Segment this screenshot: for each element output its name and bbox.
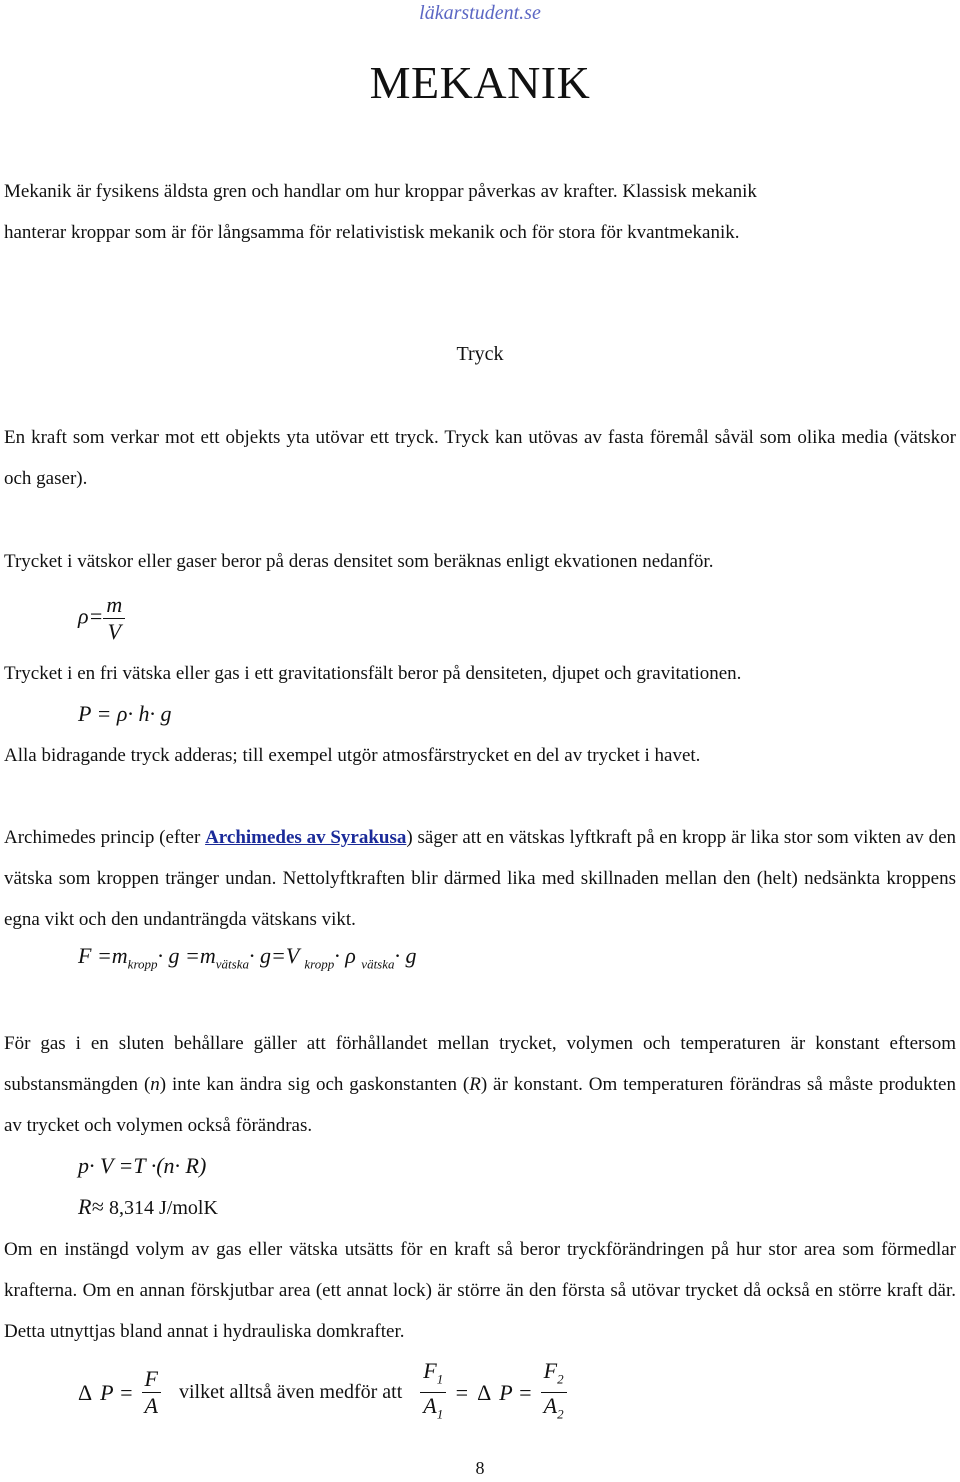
symbol-n: n: [150, 1074, 160, 1095]
equation-hydraulic: Δ P = $\frac{F}{A}$ vilket alltså även medför att $\frac{F_1}{A_1}$ = Δ P = $\frac{F_2}{A_2}$: [78, 1358, 567, 1428]
archimedes-link[interactable]: Archimedes av Syrakusa: [205, 827, 407, 848]
archimedes-text-before: Archimedes princip (efter: [4, 827, 206, 848]
paragraph-hydraulics: Om en instängd volym av gas eller vätska utsätts för en kraft så beror tryckförändringen på hur stor area som förmedlar krafterna. Om en annan förskjutbar area (ett annat lock) är större än den första så utövar trycket då också en större kraft där. Detta utnyttjas bland annat i hydrauliska domkrafter.: [4, 1239, 956, 1342]
paragraph-additive: [4, 735, 956, 776]
equation-ideal-gas: p· V =T ·(n· R): [78, 1153, 207, 1178]
section-heading: Tryck: [456, 343, 504, 365]
equation-gas-constant: R≈ 8,314 J/molK: [78, 1194, 218, 1219]
page-title: MEKANIK: [369, 57, 591, 108]
equation-hydrostatic-pressure: P = ρ· h· g: [78, 701, 172, 726]
site-header[interactable]: läkarstudent.se: [419, 2, 541, 24]
hydraulic-text: vilket alltså även medför att: [179, 1381, 403, 1404]
gas-law-text-c: ) är konstant. Om temperaturen förändras så måste produkten av trycket och volymen också förändras.: [4, 1074, 956, 1136]
intro-paragraph: [4, 171, 956, 253]
intro-line-1: Mekanik är fysikens äldsta gren och handlar om hur kroppar påverkas av krafter. Klassisk mekanik: [4, 181, 757, 202]
symbol-R: R: [469, 1074, 481, 1095]
equation-buoyancy: $F =m_{kropp}\cdot g =m_{vätska}\cdot g=V$ $_{kropp}$· ρ $_{vätska}$· g: [78, 943, 417, 972]
paragraph-gas-law: [4, 1023, 956, 1146]
archimedes-text-after: ) säger att en vätskas lyftkraft på en kropp är lika stor som vikten av den vätska som kroppen tränger undan. Nettolyftkraften blir därmed lika med skillnaden mellan den (helt) nedsänkta kroppens egna vikt och den undanträngda vätskans vikt.: [4, 827, 957, 930]
paragraph-pressure-definition: En kraft som verkar mot ett objekts yta utövar ett tryck. Tryck kan utövas av fasta föremål såväl som olika media (vätskor och gaser).: [4, 427, 956, 489]
intro-line-2: hanterar kroppar som är för långsamma för relativistisk mekanik och för stora för kvantmekanik.: [4, 222, 740, 243]
page-number: 8: [475, 1458, 485, 1478]
gas-law-text-a: För gas i en sluten behållare gäller att förhållandet mellan trycket, volymen och temperaturen är konstant eftersom substansmängden (: [4, 1033, 956, 1095]
paragraph-archimedes: [4, 817, 956, 940]
gas-law-text-b: ) inte kan ändra sig och gaskonstanten (: [159, 1074, 470, 1095]
additive-text: Alla bidragande tryck adderas; till exempel utgör atmosfärstrycket en del av trycket i havet.: [4, 745, 701, 766]
paragraph-hydrostatic: Trycket i en fri vätska eller gas i ett gravitationsfält beror på densiteten, djupet och gravitationen.: [4, 663, 742, 684]
equation-density: ρ= $\frac{m}{V}$: [78, 592, 125, 645]
gas-constant-value: 8,314 J/molK: [109, 1197, 218, 1219]
paragraph-density: Trycket i vätskor eller gaser beror på deras densitet som beräknas enligt ekvationen nedanför.: [4, 551, 714, 572]
